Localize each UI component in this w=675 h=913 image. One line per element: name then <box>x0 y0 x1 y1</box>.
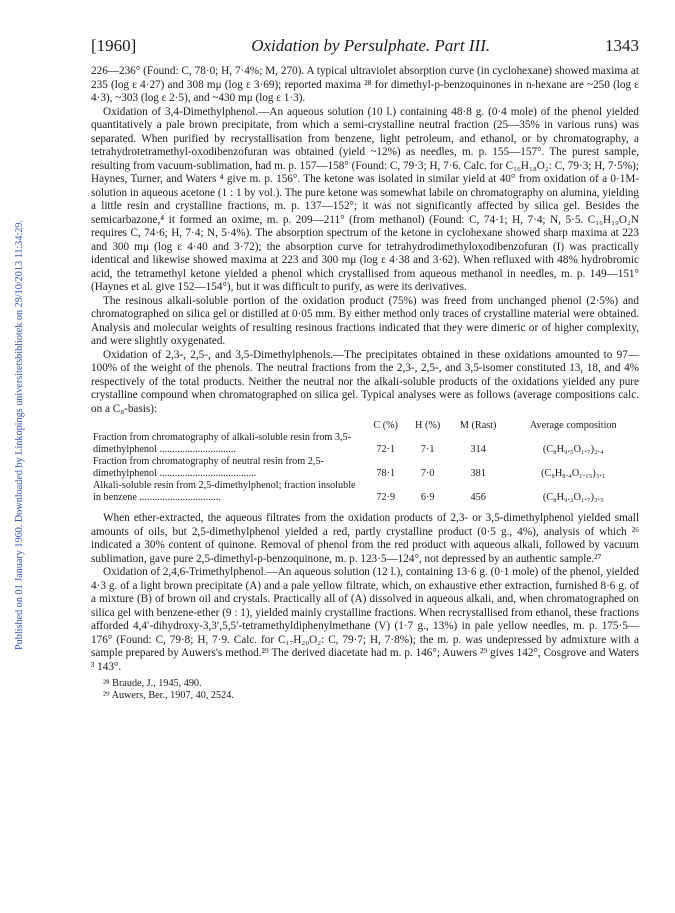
table-cell: (C₈H₉.₂O₁.₇)₃.₅ <box>542 492 604 503</box>
paragraph: Oxidation of 2,4,6-Trimethylphenol.—An aqueous solution (12 l.), containing 13·6 g. (0·1 mole) of the phenol, yielded 4·3 g. of a light brown precipitate (A) and a pale yellow filtrate, which, on exhaustive ether extraction, furnished 8·6 g. of a mixture (B) of brown oil and crystals. Practically all of (A) dissolved in aqueous alkali, and, when chromatographed on silica gel with benzene-ether (9 : 1), yielded mainly crystalline fractions. When recrystallised from ethanol, these fractions afforded 4,4′-dihydroxy-3,3′,5,5′-tetramethyldiphenylmethane (V) (1·7 g., 13%) in pale yellow needles, m. p. 175·5—176° (Found: C, 79·8; H, 7·9. Calc. for C₁₇H₂₀O₂: C, 79·7; H, 7·8%); the m. p. was undepressed by admixture with a sample prepared by Auwers's method.²⁹ The derived diacetate had m. p. 146°; Auwers ²⁹ gives 142°, Cosgrove and Waters ³ 143°. <box>91 566 639 673</box>
running-title: Oxidation by Persulphate. Part III. <box>251 36 491 55</box>
table-header: M (Rast) <box>459 420 497 431</box>
provenance-sidebar <box>1 150 27 650</box>
paper-page <box>91 36 639 702</box>
table-cell: Fraction from chromatography of neutral resin from 2,5-dimethylphenol ...................................... <box>93 456 324 479</box>
paragraph: Oxidation of 2,3-, 2,5-, and 3,5-Dimethylphenols.—The precipitates obtained in these oxidations amounted to 97—100% of the weight of the phenols. The neutral fractions from the 2,3-, 2,5-, and 3,5-isomer constituted 13, 18, and 4% respectively of the total products. Neither the neutral nor the alkali-soluble products of the oxidations yielded any pure crystalline compound when chromatographed on silica gel. Typical analyses were as follows (average compositions calc. on a C₈-basis): <box>91 348 639 415</box>
table-header: H (%) <box>415 420 441 431</box>
body-text <box>91 65 639 674</box>
table-row <box>91 480 639 504</box>
table-cell: 456 <box>470 492 486 503</box>
table-row <box>91 456 639 480</box>
table-header-row <box>91 420 639 432</box>
table-cell: (C₈H₈.₄O₁.₁₅)₃.₁ <box>541 468 606 479</box>
table-cell: 72·1 <box>376 444 396 455</box>
table-header <box>91 420 365 432</box>
table-row <box>91 432 639 456</box>
paragraph: 226—236° (Found: C, 78·0; H, 7·4%; M, 270). A typical ultraviolet absorption curve (in cyclohexane) showed maxima at 235 (log ε 4·27) and 308 mμ (log ε 3·69); reported maxima ²⁸ for dimethyl-p-benzoquinones in n-hexane are ~250 (log ε 4·3), ~303 (log ε 2·5), and ~430 mμ (log ε 1·3). <box>91 65 639 104</box>
table-cell: Fraction from chromatography of alkali-soluble resin from 3,5-dimethylphenol .............................. <box>93 432 352 455</box>
footnotes <box>91 678 639 702</box>
table-cell: 381 <box>470 468 486 479</box>
table-cell: 7·1 <box>420 444 435 455</box>
table-cell: 78·1 <box>376 468 396 479</box>
table-cell: 6·9 <box>420 492 435 503</box>
footnote: ²⁹ Auwers, Ber., 1907, 40, 2524. <box>103 690 234 701</box>
composition-table <box>91 420 639 504</box>
paragraph: Oxidation of 3,4-Dimethylphenol.—An aqueous solution (10 l.) containing 48·8 g. (0·4 mole) of the phenol yielded quantitatively a pale brown precipitate, from which a semi-crystalline neutral fraction (25—35% in various runs) was separated. When purified by recrystallisation from benzene, light petroleum, and ethanol, or by chromatography, a tetrahydrotetramethyl-oxodibenzofuran was obtained (yield ~12%) as needles, m. p. 155—157°. The purest sample, resulting from vacuum-sublimation, had m. p. 157—158° (Found: C, 79·3; H, 7·6. Calc. for C₁₆H₁₈O₂: C, 79·3; H, 7·5%); Haynes, Turner, and Waters ⁴ give m. p. 156°. The ketone was isolated in similar yield at 40° from oxidation of a 0·1M-solution in aqueous acetone (1 : 1 by vol.). The pure ketone was somewhat labile on chromatography on alumina, yielding a little resin and crystalline fractions, m. p. 137—152°; it was not significantly affected by silica gel. Besides the semicarbazone,⁴ it formed an oxime, m. p. 209—211° (from methanol) (Found: C, 74·1; H, 7·4; N, 5·5. C₁₆H₁₉O₂N requires C, 74·6; H, 7·4; N, 5·4%). The absorption spectrum of the ketone in cyclohexane showed sharp maxima at 223 and 300 mμ (log ε 4·40 and 3·72); the absorption curve for tetrahydrodimethyloxodibenzofuran (I) was practically identical and likewise showed maxima at 223 and 300 mμ (log ε 4·38 and 3·62). When refluxed with 48% hydrobromic acid, the tetramethyl ketone yielded a phenol which crystallised from aqueous methanol in needles, m. p. 149—151° (Haynes et al. give 152—154°), but it was difficult to purify, as were its derivatives. <box>91 105 639 293</box>
page-number: 1343 <box>604 36 639 55</box>
paragraph: When ether-extracted, the aqueous filtrates from the oxidation products of 2,3- or 3,5-dimethylphenol yielded small amounts of oils, but 2,5-dimethylphenol yielded a red, partly crystalline product (0·5 g., 4%), analysis of which ²⁶ indicated a 30% content of quinone. Removal of phenol from the red product with aqueous alkali, followed by vacuum sublimation, gave pure 2,5-dimethyl-p-benzoquinone, m. p. 123·5—124°, not depressed by an authentic sample.²⁷ <box>91 512 639 565</box>
table-cell: (C₈H₉.₅O₁.₇)₂.₄ <box>542 444 604 455</box>
table-header: Average composition <box>529 420 617 431</box>
table-cell: Alkali-soluble resin from 2,5-dimethylphenol; fraction insoluble in benzene ................................ <box>93 480 356 503</box>
footnote: ²⁸ Braude, J., 1945, 490. <box>103 678 202 689</box>
provenance-text: Published on 01 January 1960. Downloaded by Linkopings universitetsbibliotek on 29/10/2013 11:34:29. <box>14 219 25 650</box>
table-cell: 72·9 <box>376 492 396 503</box>
year-label: [1960] <box>91 36 137 55</box>
running-header <box>91 36 639 56</box>
table-header: C (%) <box>373 420 399 431</box>
paragraph: The resinous alkali-soluble portion of the oxidation product (75%) was freed from unchanged phenol (2·5%) and chromatographed on silica gel or distilled at 0·05 mm. By either method only traces of crystalline material were obtained. Analysis and molecular weights of resulting resinous fractions indicated that they were dimeric or of higher complexity, and were slightly oxygenated. <box>91 294 639 347</box>
table-cell: 314 <box>470 444 486 455</box>
table-cell: 7·0 <box>420 468 435 479</box>
